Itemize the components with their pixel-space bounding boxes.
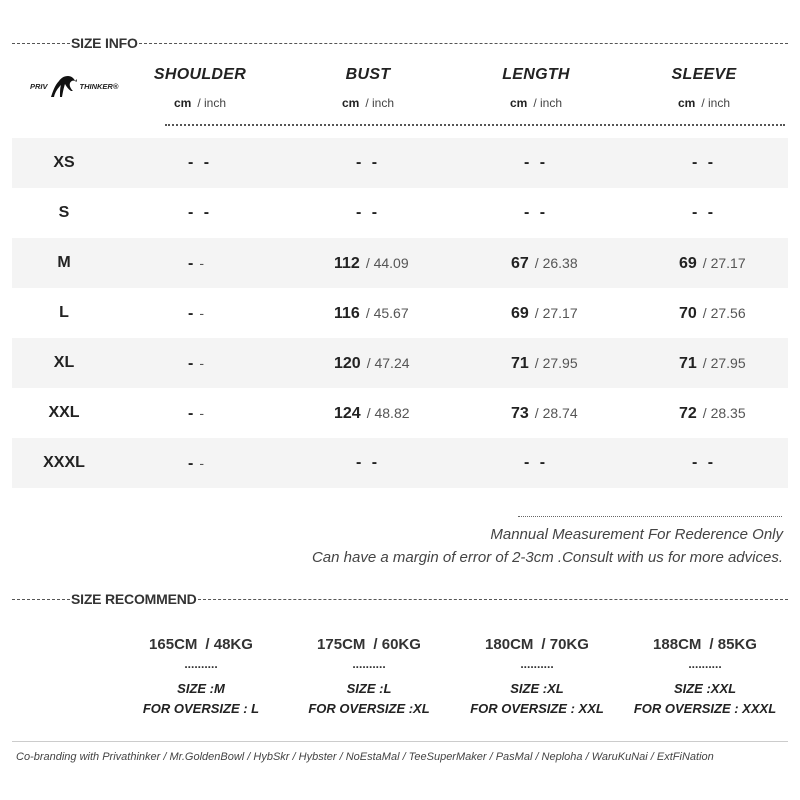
- footer-divider: [12, 741, 788, 742]
- heading-dash: [139, 43, 788, 44]
- error-margin-note: Can have a margin of error of 2-3cm .Consult with us for more advices.: [311, 549, 783, 566]
- length-value: - -: [523, 204, 549, 221]
- bust-value: 112 / 44.09: [334, 255, 409, 272]
- shoulder-value: - -: [187, 204, 213, 221]
- oversize-size: FOR OVERSIZE : XXXL: [633, 701, 777, 716]
- size-label: XS: [53, 154, 75, 171]
- shoulder-value: - -: [188, 255, 204, 272]
- column-header-sleeve: [629, 66, 779, 110]
- sleeve-value: - -: [691, 204, 717, 221]
- sleeve-value: 70 / 27.56: [679, 305, 746, 322]
- height-weight: 180CM / 70KG: [485, 636, 589, 653]
- recommended-size: SIZE :M: [177, 681, 225, 696]
- column-units: cm / inch: [677, 96, 731, 110]
- column-header-shoulder: [125, 66, 275, 110]
- length-value: 69 / 27.17: [511, 305, 578, 322]
- table-row: [12, 138, 788, 188]
- recommendation-item: [625, 636, 785, 716]
- size-label: L: [59, 304, 69, 321]
- size-recommend-title: SIZE RECOMMEND: [71, 591, 197, 607]
- table-row: [12, 288, 788, 338]
- bust-value: 116 / 45.67: [334, 305, 409, 322]
- column-units: cm / inch: [173, 96, 227, 110]
- heading-dash: [198, 599, 788, 600]
- size-label: S: [58, 204, 70, 221]
- logo-text-left: PRIV: [30, 81, 48, 91]
- column-units: cm / inch: [341, 96, 395, 110]
- header-divider: [165, 124, 785, 126]
- shoulder-value: - -: [188, 455, 204, 472]
- bust-value: 124 / 48.82: [334, 405, 410, 422]
- oversize-size: FOR OVERSIZE :XL: [308, 701, 430, 716]
- recommended-size: SIZE :L: [346, 681, 392, 696]
- recommended-size: SIZE :XXL: [673, 681, 737, 696]
- recommendation-item: [121, 636, 281, 716]
- sleeve-value: 69 / 27.17: [679, 255, 746, 272]
- co-branding-footer: Co-branding with Privathinker / Mr.GoldenBowl / HybSkr / Hybster / NoEstaMal / TeeSuperMaker / PasMal / Neploha / WaruKuNai / ExtFiNation: [16, 751, 714, 763]
- oversize-size: FOR OVERSIZE : L: [142, 701, 260, 716]
- bust-value: - -: [355, 204, 381, 221]
- column-title: LENGTH: [502, 66, 570, 83]
- length-value: - -: [523, 454, 549, 471]
- size-info-title: SIZE INFO: [71, 35, 138, 51]
- shoulder-value: - -: [188, 405, 204, 422]
- brand-logo: [30, 71, 130, 101]
- heading-dash: [12, 43, 70, 44]
- heading-dash: [12, 599, 70, 600]
- column-units: cm / inch: [509, 96, 563, 110]
- logo-text-right: THINKER®: [79, 81, 119, 91]
- oversize-size: FOR OVERSIZE : XXL: [470, 701, 604, 716]
- note-divider: [518, 516, 782, 517]
- bust-value: - -: [355, 454, 381, 471]
- recommendation-dots: ..........: [184, 657, 218, 671]
- length-value: 67 / 26.38: [511, 255, 578, 272]
- sleeve-value: - -: [691, 454, 717, 471]
- size-label: XXXL: [43, 454, 85, 471]
- column-header-length: [461, 66, 611, 110]
- size-label: M: [57, 254, 71, 271]
- shoulder-value: - -: [188, 305, 204, 322]
- shoulder-value: - -: [188, 355, 204, 372]
- table-row: [12, 388, 788, 438]
- length-value: 73 / 28.74: [511, 405, 578, 422]
- column-title: BUST: [345, 66, 391, 83]
- measurement-note: Mannual Measurement For Rederence Only: [490, 526, 783, 543]
- recommendation-dots: ..........: [688, 657, 722, 671]
- column-title: SHOULDER: [153, 66, 247, 83]
- size-label: XXL: [48, 404, 80, 421]
- recommendation-item: [457, 636, 617, 716]
- table-row: [12, 438, 788, 488]
- size-info-heading: [12, 35, 788, 51]
- recommended-size: SIZE :XL: [510, 681, 564, 696]
- recommendation-dots: ..........: [352, 657, 386, 671]
- sleeve-value: 71 / 27.95: [679, 355, 746, 372]
- recommendation-dots: ..........: [520, 657, 554, 671]
- bust-value: 120 / 47.24: [334, 355, 410, 372]
- panther-icon: [49, 73, 79, 99]
- size-label: XL: [53, 354, 75, 371]
- height-weight: 175CM / 60KG: [317, 636, 421, 653]
- bust-value: - -: [355, 154, 381, 171]
- sleeve-value: 72 / 28.35: [679, 405, 746, 422]
- table-row: [12, 188, 788, 238]
- length-value: - -: [523, 154, 549, 171]
- height-weight: 165CM / 48KG: [149, 636, 253, 653]
- sleeve-value: - -: [691, 154, 717, 171]
- shoulder-value: - -: [187, 154, 213, 171]
- table-row: [12, 238, 788, 288]
- recommendation-item: [289, 636, 449, 716]
- column-header-bust: [293, 66, 443, 110]
- height-weight: 188CM / 85KG: [653, 636, 757, 653]
- length-value: 71 / 27.95: [511, 355, 578, 372]
- size-recommend-heading: [12, 591, 788, 607]
- table-row: [12, 338, 788, 388]
- column-title: SLEEVE: [671, 66, 737, 83]
